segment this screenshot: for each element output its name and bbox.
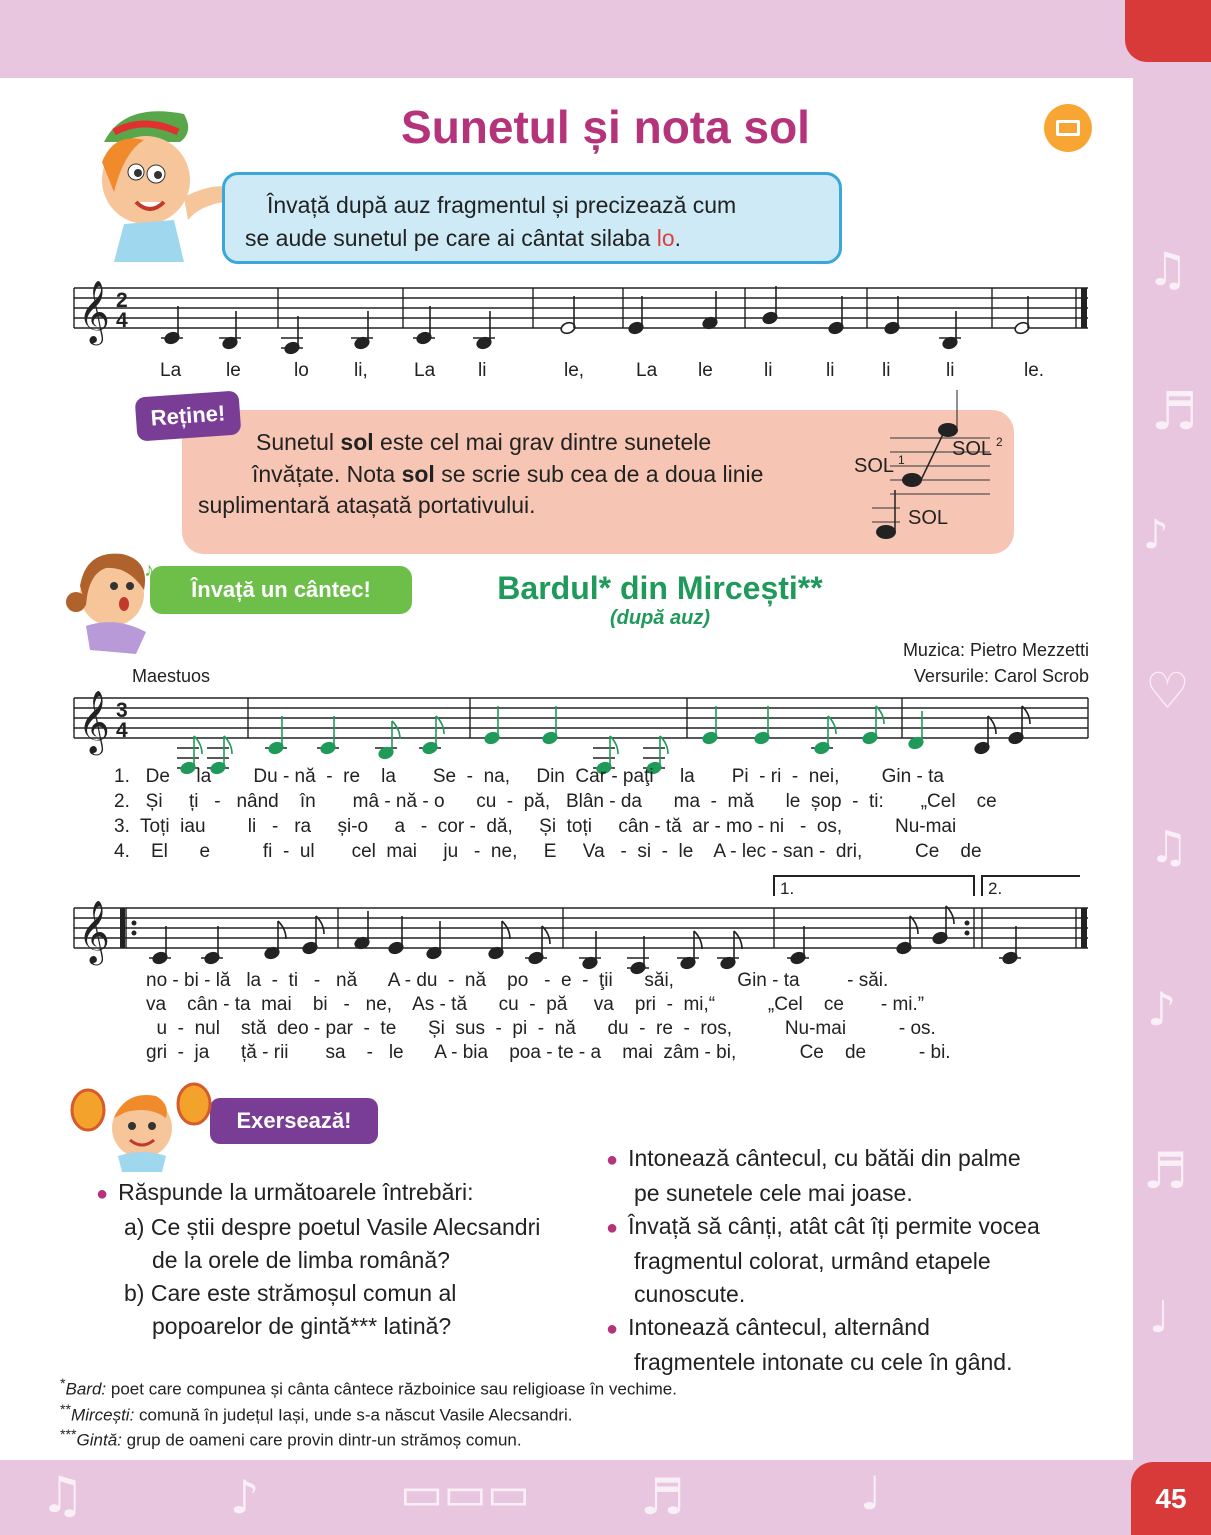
note-flag <box>910 916 918 934</box>
music-note-icon: ♪ <box>230 1470 260 1524</box>
verse-1-part-2: no - bi - lă la - ti - nă A - du - nă po - e - ţii săi, Gin - ta - săi. <box>146 970 889 991</box>
note-flag <box>316 916 324 934</box>
song-staff-2 <box>70 874 1100 963</box>
exercise-item-2-cont: fragmentul colorat, urmând etapele <box>634 1248 991 1274</box>
heart-icon: ♡ <box>1145 662 1190 720</box>
note-flag <box>224 736 232 754</box>
footnote-ginta: ***Gintă: grup de oameni care provin dintr-un strămoș comun. <box>60 1427 522 1450</box>
music-note-icon: ♫ <box>1147 242 1189 296</box>
note-flag <box>542 926 550 944</box>
instruction-line-2-text: se aude sunetul pe care ai cântat silaba <box>245 225 657 251</box>
note-flag <box>436 716 444 734</box>
note-flag <box>392 721 400 739</box>
exercise-notes <box>161 286 1030 355</box>
exercise-staff <box>70 280 1100 350</box>
note-flag <box>502 921 510 939</box>
note-flag <box>828 716 836 734</box>
verse-4-part-1: 4. El e fi - ul cel mai ju - ne, E Va - si - le A - lec - san - dri, Ce de <box>114 841 982 862</box>
instruction-line-2 <box>245 222 819 255</box>
footnote-bard: *Bard: poet care compunea și cânta cântece războinice sau religioase în vechime. <box>60 1376 677 1399</box>
top-red-tab <box>1125 0 1211 62</box>
exercise-item-questions: ● Răspunde la următoarele întrebări: <box>96 1179 474 1205</box>
instruction-line-1: Învață după auz fragmentul și precizează cum <box>267 192 737 218</box>
instruction-line-2-end: . <box>674 225 682 251</box>
question-b: b) Care este strămoșul comun al <box>124 1280 457 1306</box>
lyric-syllable: lo <box>294 360 309 381</box>
note-flag <box>946 906 954 924</box>
lyric-syllable: La <box>414 360 436 381</box>
note-flag <box>694 931 702 949</box>
sol1-note <box>902 473 922 487</box>
guitar-icon: ♬ <box>1151 382 1198 442</box>
question-b-cont: popoarelor de gintă*** latină? <box>152 1313 452 1339</box>
monitor-icon[interactable] <box>1044 104 1092 152</box>
note-flag <box>876 706 884 724</box>
time-signature-top: 3 <box>116 699 128 722</box>
page-number: 45 <box>1131 1462 1211 1535</box>
verse-3-part-1: 3. Toți iau li - ra și-o a - cor - dă, Și toți cân - tă ar - mo - ni - os, Nu-mai <box>114 816 957 837</box>
music-note-icon: ♩ <box>1149 1292 1170 1343</box>
music-note-icon: ♪ <box>144 559 154 581</box>
music-credit: Muzica: Pietro Mezzetti <box>902 640 1089 660</box>
note-flag <box>1022 706 1030 724</box>
learn-song-badge: Învață un cântec! <box>150 566 412 614</box>
maracas-mascot-image <box>66 1082 216 1172</box>
sol1-superscript: 1 <box>898 453 905 467</box>
music-note-icon: ♫ <box>40 1466 85 1524</box>
page-title: Sunetul și nota sol <box>401 101 810 153</box>
verse-2-part-2: va cân - ta mai bi - ne, As - tă cu - pă va pri - mi,“ „Cel ce - mi.” <box>146 994 925 1015</box>
keyboard-icon: ▭▭▭ <box>400 1466 531 1520</box>
exercise-left-list <box>96 1176 540 1343</box>
exercise-item-1-cont: pe sunetele cele mai joase. <box>634 1180 913 1206</box>
music-note-icon: ♬ <box>640 1468 685 1526</box>
lyric-syllable: li <box>946 360 955 381</box>
exercise-item-2-cont2: cunoscute. <box>634 1281 746 1307</box>
retine-badge: Reține! <box>135 390 242 441</box>
exercise-item-3-cont: fragmentele intonate cu cele în gând. <box>634 1349 1013 1375</box>
time-signature-bottom: 4 <box>116 309 128 332</box>
lyric-syllable: li <box>478 360 487 381</box>
sol-low-note <box>876 525 896 539</box>
verse-4-part-2: gri - ja ță - rii sa - le A - bia poa - te - a mai zâm - bi, Ce de - bi. <box>146 1042 951 1063</box>
lyric-syllable: La <box>160 360 182 381</box>
question-a-cont: de la orele de limba română? <box>152 1247 450 1273</box>
lyric-syllable: le <box>226 360 241 381</box>
top-bar <box>0 0 1211 78</box>
sol-notes-diagram <box>850 420 1003 545</box>
girl-mascot-image <box>66 546 166 656</box>
sol1-label: SOL <box>854 455 895 477</box>
music-note-icon: ♪ <box>1147 982 1177 1036</box>
sol-label: SOL <box>908 507 949 529</box>
lyric-syllable: li <box>882 360 891 381</box>
music-note-icon: ♫ <box>1149 822 1189 873</box>
sol2-label: SOL <box>952 438 993 460</box>
syllable-lo: lo <box>656 225 675 251</box>
treble-clef-icon: 𝄞 <box>78 690 110 753</box>
sol2-note <box>938 423 958 437</box>
lyric-syllable: li <box>764 360 773 381</box>
lyric-syllable: le, <box>564 360 585 381</box>
lyric-syllable: La <box>636 360 658 381</box>
lyrics-credit: Versurile: Carol Scrob <box>913 666 1089 686</box>
exercise-item-3: ● Intonează cântecul, alternând <box>606 1314 930 1340</box>
sol2-superscript: 2 <box>996 435 1003 449</box>
retine-line-3: suplimentară atașată portativului. <box>198 492 536 518</box>
lyric-syllable: li, <box>354 360 368 381</box>
time-signature-bottom: 4 <box>116 719 128 742</box>
time-signature-top: 2 <box>116 289 128 312</box>
treble-clef-icon: 𝄞 <box>78 900 110 963</box>
music-note-icon: ♬ <box>1143 1142 1188 1200</box>
retine-line-2: învățate. Nota sol se scrie sub cea de a doua linie <box>252 461 764 487</box>
verse-1-part-1: 1. De la Du - nă - re la Se - na, Din Car - paţi la Pi - ri - nei, Gin - ta <box>114 766 944 787</box>
exercise-right-list <box>606 1142 1040 1379</box>
lyric-syllable: le. <box>1024 360 1045 381</box>
volta-2-label: 2. <box>988 879 1003 898</box>
right-sidebar <box>1133 62 1211 1462</box>
music-note-icon: ♪ <box>1143 512 1169 558</box>
song-title: Bardul* din Mircești** <box>497 570 823 606</box>
exercise-item-1: ● Intonează cântecul, cu bătăi din palme <box>606 1145 1021 1171</box>
bottom-bar <box>0 1460 1211 1535</box>
exerseaza-badge: Exersează! <box>210 1098 378 1144</box>
tempo-marking: Maestuos <box>132 666 211 686</box>
treble-clef-icon: 𝄞 <box>78 280 110 343</box>
verse-2-part-1: 2. Și ți - nând în mâ - nă - o cu - pă, Blân - da ma - mă le șop - ti: „Cel ce <box>114 791 997 812</box>
lyric-syllable: le <box>698 360 713 381</box>
note-flag <box>194 736 202 754</box>
exercise-item-2: ● Învață să cânți, atât cât îți permite vocea <box>606 1213 1040 1239</box>
song-subtitle: (după auz) <box>610 607 710 629</box>
instruction-bubble <box>222 172 842 264</box>
note-flag <box>610 736 618 754</box>
note-flag <box>734 931 742 949</box>
boy-mascot-image <box>84 102 234 262</box>
note-flag <box>660 736 668 754</box>
verse-3-part-2: u - nul stă deo - par - te Și sus - pi - nă du - re - ros, Nu-mai - os. <box>146 1018 936 1039</box>
volta-1-label: 1. <box>780 879 795 898</box>
question-a: a) Ce știi despre poetul Vasile Alecsandri <box>124 1214 541 1240</box>
note-flag <box>278 921 286 939</box>
retine-line-1: Sunetul sol este cel mai grav dintre sunetele <box>256 429 712 455</box>
song-staff-1 <box>70 690 1100 760</box>
guitar-icon: ♩ <box>860 1466 882 1520</box>
note-flag <box>988 716 996 734</box>
lyric-syllable: li <box>826 360 835 381</box>
footnote-mircesti: **Mircești: comună în județul Iași, unde s-a născut Vasile Alecsandri. <box>60 1402 573 1425</box>
